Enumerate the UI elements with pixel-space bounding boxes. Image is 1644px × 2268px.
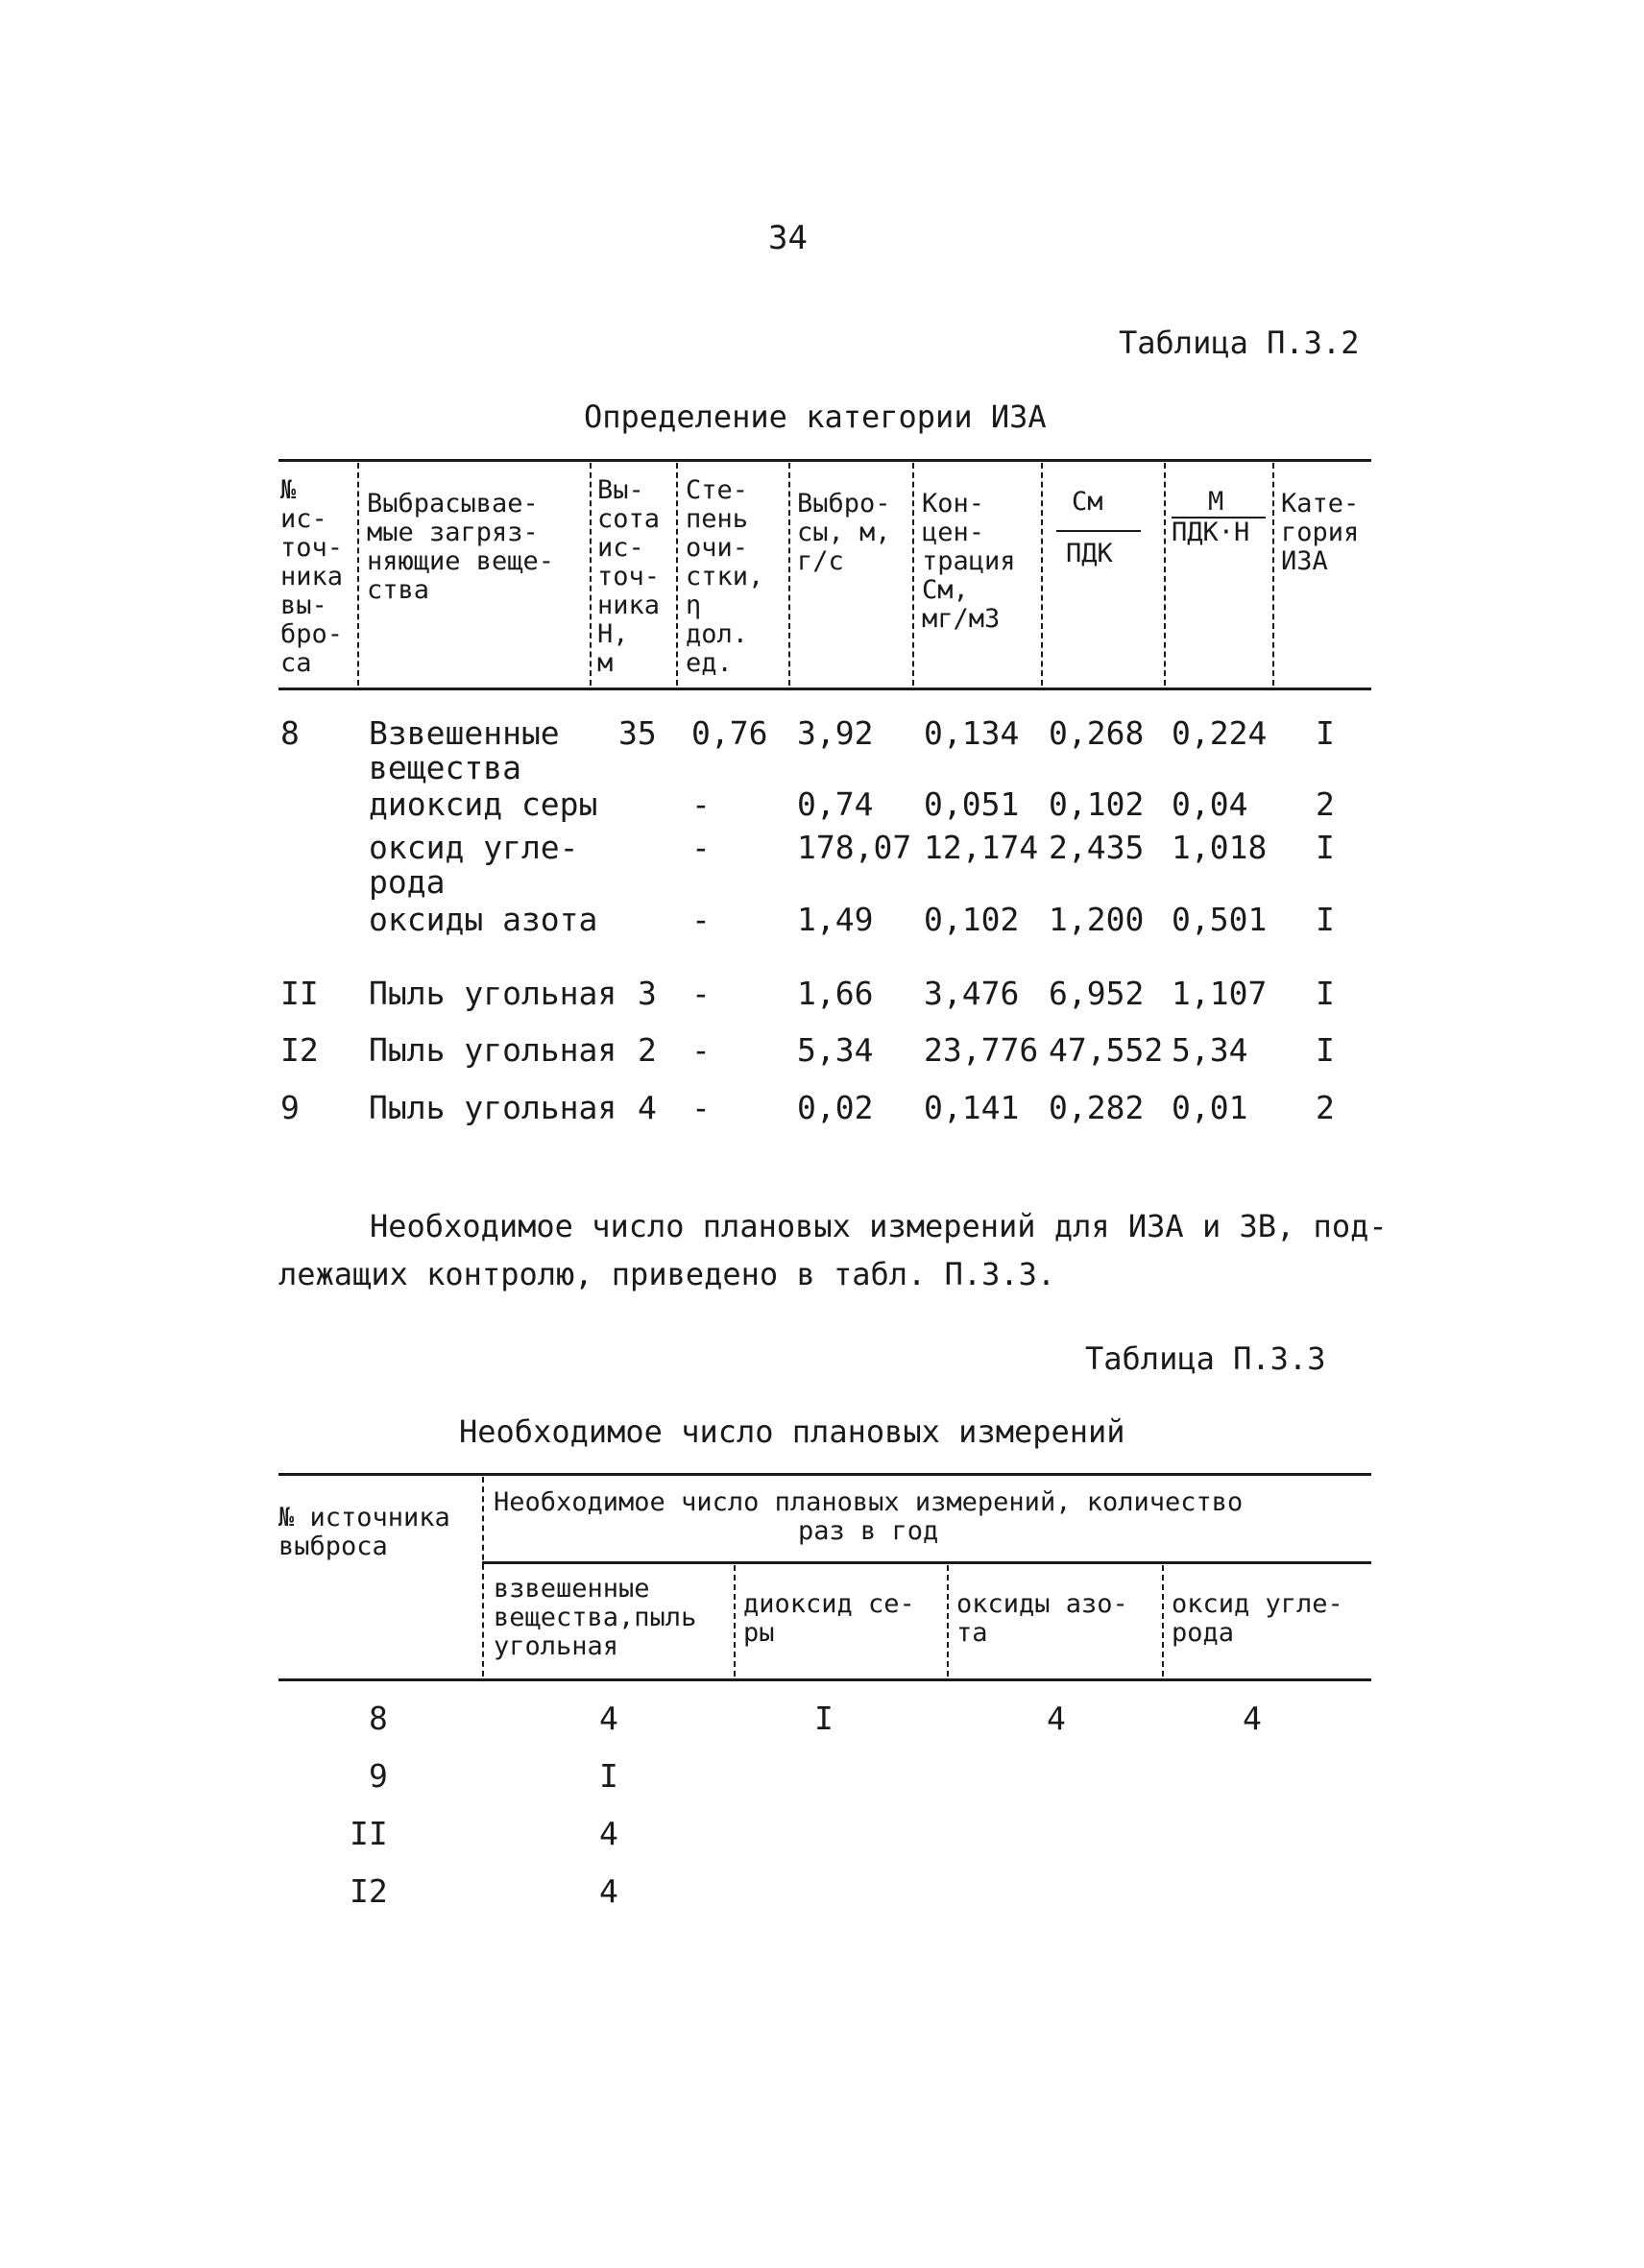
table1-col-separator (1164, 463, 1166, 686)
cell-substance: диоксид серы (369, 785, 598, 823)
table2-header-sub1: взвешенные вещества,пыль угольная (494, 1574, 697, 1661)
table1-header-rule (278, 688, 1371, 690)
table2-header-group: Необходимое число плановых измерений, количество раз в год (494, 1487, 1244, 1546)
cell-concentration: 12,174 (924, 829, 1039, 866)
cell-purification: - (691, 901, 711, 938)
cell-m-pdk-h: 0,04 (1172, 785, 1248, 823)
cell-emission: 1,66 (797, 975, 874, 1012)
cell-c1: 4 (599, 1872, 618, 1910)
cell-concentration: 0,102 (924, 901, 1020, 938)
cell-c1: I (599, 1757, 618, 1795)
cell-c4: 4 (1243, 1700, 1262, 1737)
table1-top-rule (278, 459, 1371, 462)
table1-col-separator (590, 463, 592, 686)
cell-num: I2 (280, 1031, 319, 1069)
table1-col-separator (1272, 463, 1274, 686)
cell-height: 3 (638, 975, 657, 1012)
table1-title: Определение категории ИЗА (584, 398, 1047, 435)
cell-m-pdk-h: 1,018 (1172, 829, 1268, 866)
cell-c2: I (814, 1700, 834, 1737)
table1-header-cm-numerator: См (1072, 487, 1103, 517)
cell-purification: - (691, 829, 711, 866)
table1-header-category: Кате- гория ИЗА (1281, 489, 1360, 576)
cell-purification: 0,76 (691, 714, 768, 752)
cell-source: 8 (369, 1700, 388, 1737)
cell-substance: Пыль угольная (369, 1031, 617, 1069)
cell-emission: 178,07 (797, 829, 912, 866)
table1-header-concentration: Кон- цен- трация См, мг/м3 (922, 489, 1016, 634)
cell-c3: 4 (1047, 1700, 1066, 1737)
cell-height: 2 (638, 1031, 657, 1069)
cell-c1: 4 (599, 1815, 618, 1852)
cell-concentration: 3,476 (924, 975, 1020, 1012)
table1-header-height: Вы- сота ис- точ- ника Н, м (597, 475, 661, 678)
table1-col-separator (912, 463, 914, 686)
cell-emission: 5,34 (797, 1031, 874, 1069)
cell-source: 9 (369, 1757, 388, 1795)
table2-header-rule (278, 1678, 1371, 1681)
table1-col-separator (1041, 463, 1043, 686)
table2-header-sub4: оксид угле- рода (1172, 1589, 1343, 1648)
cell-purification: - (691, 1089, 711, 1126)
table1-header-m-numerator: М (1208, 487, 1224, 517)
cell-purification: - (691, 1031, 711, 1069)
table1-header-fraction-line (1056, 530, 1141, 532)
cell-m-pdk-h: 0,224 (1172, 714, 1268, 752)
cell-concentration: 23,776 (924, 1031, 1039, 1069)
table2-col-separator (1162, 1565, 1164, 1677)
table1-header-substance: Выбрасывае- мые загряз- няющие веще- ства (367, 489, 555, 605)
cell-purification: - (691, 975, 711, 1012)
cell-cm-pdk: 0,102 (1049, 785, 1145, 823)
cell-num: 8 (280, 714, 300, 752)
cell-substance: оксид угле- рода (369, 829, 579, 901)
cell-m-pdk-h: 5,34 (1172, 1031, 1248, 1069)
cell-emission: 0,74 (797, 785, 874, 823)
table2-col-separator (947, 1565, 949, 1677)
cell-height: 35 (618, 714, 657, 752)
table1-header-purification: Сте- пень очи- стки, η дол. ед. (686, 475, 764, 678)
cell-emission: 1,49 (797, 901, 874, 938)
table2-col-separator (734, 1565, 736, 1677)
cell-m-pdk-h: 0,01 (1172, 1089, 1248, 1126)
cell-substance: оксиды азота (369, 901, 598, 938)
cell-c1: 4 (599, 1700, 618, 1737)
cell-category: 2 (1316, 785, 1335, 823)
cell-purification: - (691, 785, 711, 823)
cell-num: 9 (280, 1089, 300, 1126)
table2-group-rule (482, 1561, 1371, 1564)
cell-height: 4 (638, 1089, 657, 1126)
cell-concentration: 0,141 (924, 1089, 1020, 1126)
cell-category: I (1316, 829, 1335, 866)
cell-concentration: 0,051 (924, 785, 1020, 823)
table2-label: Таблица П.3.3 (1085, 1340, 1326, 1377)
cell-substance: Пыль угольная (369, 1089, 617, 1126)
table2-title: Необходимое число плановых измерений (459, 1413, 1125, 1450)
table2-header-source: № источника выброса (278, 1503, 450, 1561)
table1-col-separator (788, 463, 790, 686)
cell-cm-pdk: 2,435 (1049, 829, 1145, 866)
cell-cm-pdk: 6,952 (1049, 975, 1145, 1012)
cell-source: I2 (350, 1872, 388, 1910)
cell-m-pdk-h: 0,501 (1172, 901, 1268, 938)
table2-header-sub2: диоксид се- ры (743, 1589, 915, 1648)
cell-source: II (350, 1815, 388, 1852)
paragraph-line-2: лежащих контролю, приведено в табл. П.3.3. (278, 1256, 1056, 1292)
cell-category: I (1316, 975, 1335, 1012)
cell-substance: Взвешенные вещества (369, 714, 560, 786)
table1-label: Таблица П.3.2 (1119, 325, 1360, 361)
cell-emission: 3,92 (797, 714, 874, 752)
cell-cm-pdk: 0,268 (1049, 714, 1145, 752)
cell-num: II (280, 975, 319, 1012)
cell-cm-pdk: 47,552 (1049, 1031, 1164, 1069)
cell-substance: Пыль угольная (369, 975, 617, 1012)
cell-category: I (1316, 714, 1335, 752)
cell-category: I (1316, 1031, 1335, 1069)
table2-header-sub3: оксиды азо- та (956, 1589, 1128, 1648)
cell-emission: 0,02 (797, 1089, 874, 1126)
table1-header-cm-denominator: ПДК (1066, 539, 1113, 568)
table1-header-num: № ис- точ- ника вы- бро- са (280, 475, 344, 678)
table2-top-rule (278, 1473, 1371, 1476)
cell-category: I (1316, 901, 1335, 938)
table1-col-separator (357, 463, 359, 686)
table2-col-separator (482, 1477, 484, 1677)
table1-header-m-denominator: ПДК·Н (1172, 518, 1250, 547)
cell-m-pdk-h: 1,107 (1172, 975, 1268, 1012)
paragraph-line-1: Необходимое число плановых измерений для ИЗА и ЗВ, под- (370, 1208, 1388, 1244)
page-number: 34 (768, 219, 808, 257)
cell-category: 2 (1316, 1089, 1335, 1126)
table1-header-emission: Выбро- сы, м, г/с (797, 489, 891, 576)
cell-concentration: 0,134 (924, 714, 1020, 752)
cell-cm-pdk: 0,282 (1049, 1089, 1145, 1126)
cell-cm-pdk: 1,200 (1049, 901, 1145, 938)
table1-col-separator (676, 463, 678, 686)
